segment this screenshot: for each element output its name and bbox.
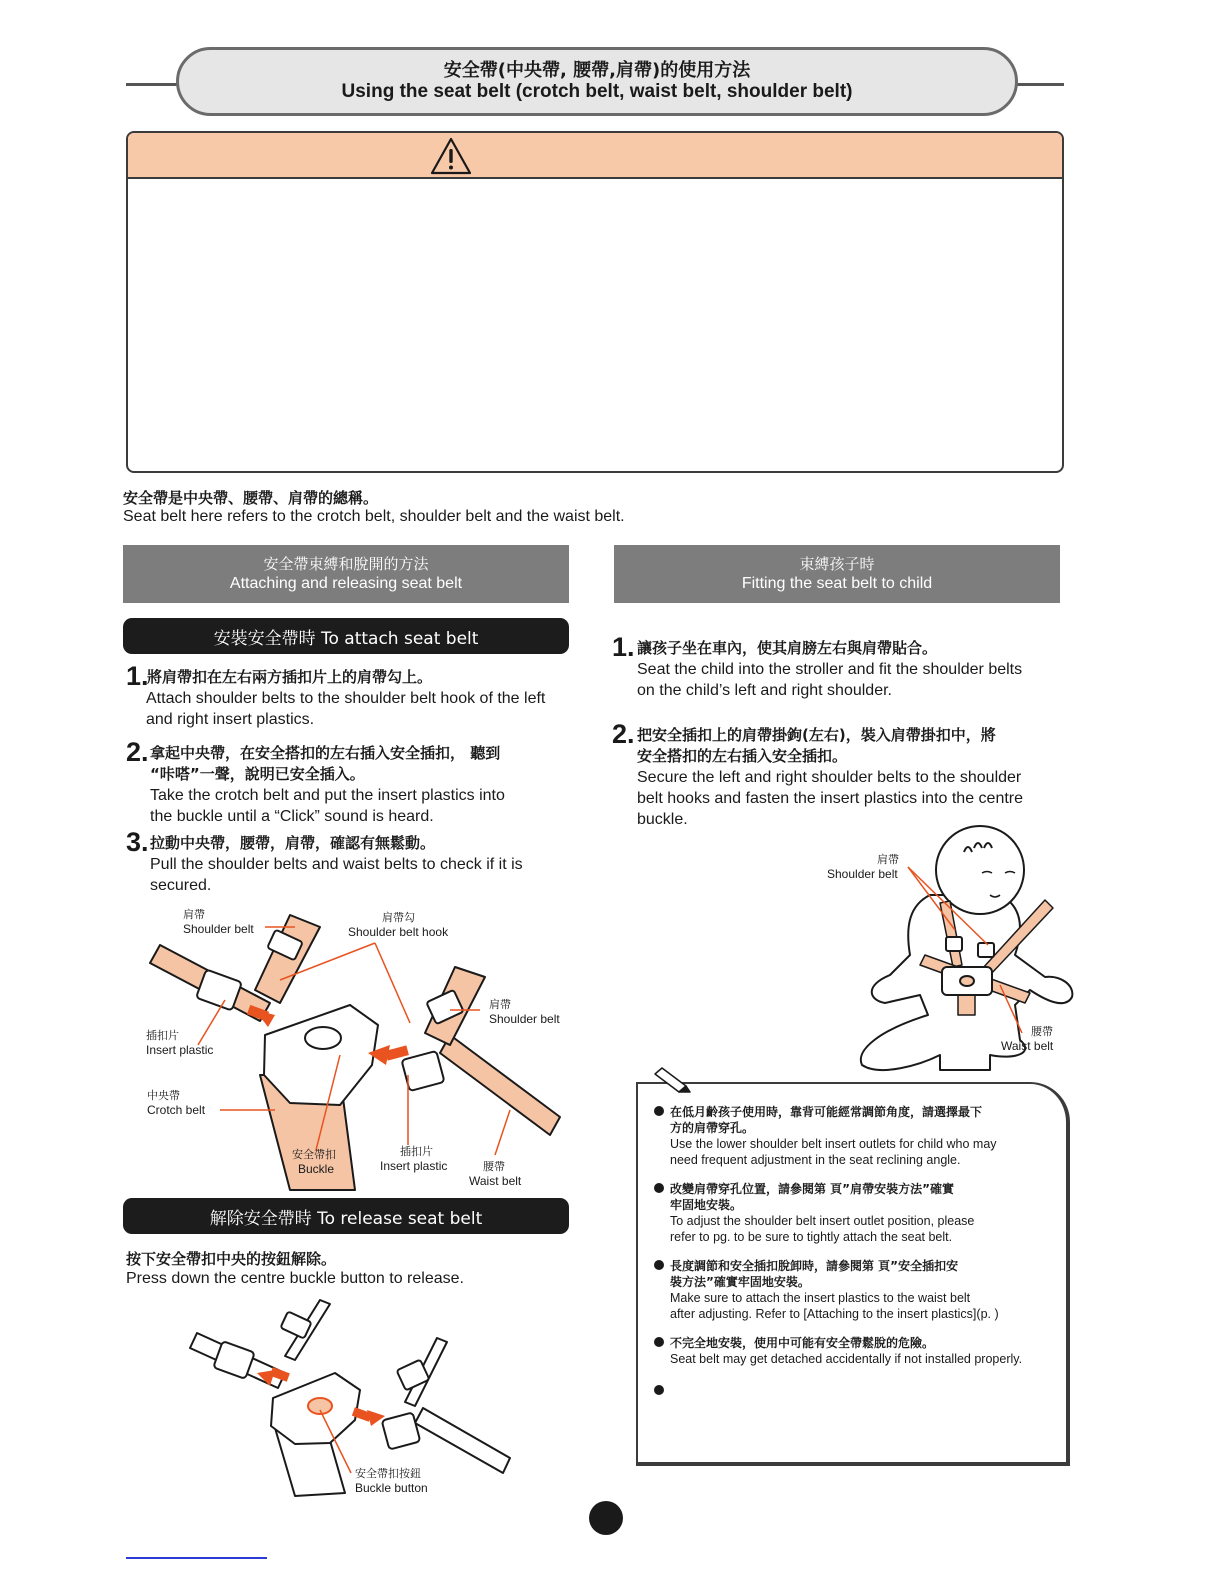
page-title-zh: 安全帶(中央帶, 腰帶,肩帶)的使用方法 bbox=[443, 60, 751, 81]
section-header-en: Attaching and releasing seat belt bbox=[229, 575, 463, 592]
footer-rule bbox=[126, 1557, 267, 1559]
pencil-icon bbox=[652, 1066, 692, 1094]
label-shoulder-belt-hook bbox=[348, 911, 448, 939]
label-zh: 插扣片 bbox=[400, 1145, 433, 1158]
step-text-en: on the child’s left and right shoulder. bbox=[637, 682, 892, 699]
attach-step-1 bbox=[126, 661, 586, 730]
label-en: Waist belt bbox=[469, 1174, 522, 1188]
section-header-en: Fitting the seat belt to child bbox=[741, 575, 933, 592]
fitting-step-1 bbox=[612, 632, 1072, 701]
label-zh: 中央帶 bbox=[147, 1089, 180, 1102]
note-text-en: need frequent adjustment in the seat reclining angle. bbox=[670, 1153, 961, 1167]
release-text-zh: 按下安全帶扣中央的按鈕解除。 bbox=[126, 1250, 337, 1268]
label-zh: 肩帶勾 bbox=[382, 911, 415, 924]
note-text-zh: 長度調節和安全插扣脫卸時，請參閱第 頁”安全插扣安 bbox=[670, 1259, 959, 1273]
step-number: 1. bbox=[612, 632, 635, 662]
note-text-en: Use the lower shoulder belt insert outlets for child who may bbox=[670, 1137, 997, 1151]
label-en: Waist belt bbox=[1001, 1039, 1054, 1053]
note-text-zh: 方的肩帶穿孔。 bbox=[670, 1121, 755, 1135]
step-text-en: and right insert plastics. bbox=[146, 711, 315, 728]
note-text-zh: 裝方法”確實牢固地安裝。 bbox=[670, 1275, 810, 1289]
label-en: Shoulder belt bbox=[183, 922, 254, 936]
step-number: 3. bbox=[126, 827, 149, 857]
attach-subheader: 安裝安全帶時 To attach seat belt bbox=[123, 618, 569, 654]
step-text-en: Pull the shoulder belts and waist belts to check if it is bbox=[150, 856, 523, 873]
step-text-en: belt hooks and fasten the insert plastics into the centre bbox=[637, 790, 1024, 807]
note-text-en: To adjust the shoulder belt insert outlet position, please bbox=[670, 1214, 975, 1228]
label-en: Crotch belt bbox=[147, 1103, 206, 1117]
warning-box bbox=[126, 131, 1064, 473]
attach-step-3 bbox=[126, 827, 586, 896]
step-text-en: Take the crotch belt and put the insert plastics into bbox=[150, 787, 505, 804]
title-rule-left bbox=[126, 83, 182, 86]
step-text-zh: 拿起中央帶，在安全搭扣的左右插入安全插扣， 聽到 bbox=[150, 744, 501, 762]
step-text-en: buckle. bbox=[637, 811, 688, 828]
section-header-fitting bbox=[614, 545, 1060, 603]
note-text-en: after adjusting. Refer to [Attaching to the insert plastics](p. ) bbox=[670, 1307, 999, 1321]
label-zh: 腰帶 bbox=[483, 1160, 505, 1173]
step-text-en: Attach shoulder belts to the shoulder belt hook of the left bbox=[146, 690, 546, 707]
step-text-zh: 將肩帶扣在左右兩方插扣片上的肩帶勾上。 bbox=[147, 668, 433, 686]
label-en: Insert plastic bbox=[146, 1043, 214, 1057]
intro-text-zh: 安全帶是中央帶、腰帶、肩帶的總稱。 bbox=[123, 489, 379, 507]
label-zh: 安全帶扣 bbox=[292, 1148, 336, 1161]
step-text-zh: “咔嗒”一聲，說明已安全插入。 bbox=[150, 765, 365, 783]
release-subheader: 解除安全帶時 To release seat belt bbox=[123, 1198, 569, 1234]
label-zh: 肩帶 bbox=[183, 908, 205, 921]
step-text-en: Secure the left and right shoulder belts to the shoulder bbox=[637, 769, 1022, 786]
note-text-zh: 不完全地安裝，使用中可能有安全帶鬆脫的危險。 bbox=[670, 1336, 935, 1350]
label-en: Shoulder belt bbox=[489, 1012, 560, 1026]
section-header-attach-release bbox=[123, 545, 569, 603]
note-text-zh: 牢固地安裝。 bbox=[670, 1198, 743, 1212]
label-en: Insert plastic bbox=[380, 1159, 448, 1173]
step-text-zh: 讓孩子坐在車內，使其肩膀左右與肩帶貼合。 bbox=[637, 639, 938, 657]
label-zh: 插扣片 bbox=[146, 1029, 179, 1042]
page-title bbox=[176, 47, 1018, 116]
bullet-icon bbox=[654, 1260, 664, 1270]
page-number-badge bbox=[589, 1501, 623, 1535]
label-zh: 肩帶 bbox=[877, 853, 899, 866]
note-text-zh: 改變肩帶穿孔位置，請參閱第 頁”肩帶安裝方法”確實 bbox=[670, 1182, 954, 1196]
warning-triangle-icon bbox=[429, 136, 473, 176]
intro-text-en: Seat belt here refers to the crotch belt, shoulder belt and the waist belt. bbox=[123, 508, 625, 525]
note-item-4 bbox=[654, 1335, 1064, 1367]
label-child-shoulder-belt bbox=[827, 853, 899, 881]
label-zh: 腰帶 bbox=[1031, 1025, 1053, 1038]
title-rule-right bbox=[1016, 83, 1064, 86]
label-en: Shoulder belt hook bbox=[348, 925, 449, 939]
label-zh: 肩帶 bbox=[489, 998, 511, 1011]
label-buckle bbox=[292, 1148, 336, 1176]
label-waist-belt bbox=[469, 1160, 521, 1188]
note-text-zh: 在低月齡孩子使用時，靠背可能經常調節角度，請選擇最下 bbox=[670, 1105, 983, 1119]
bullet-icon bbox=[654, 1385, 664, 1395]
step-text-zh: 安全搭扣的左右插入安全插扣。 bbox=[637, 747, 848, 765]
note-text-en: Seat belt may get detached accidentally if not installed properly. bbox=[670, 1352, 1023, 1366]
label-en: Buckle button bbox=[355, 1481, 428, 1495]
note-item-1 bbox=[654, 1104, 1064, 1168]
bullet-icon bbox=[654, 1183, 664, 1193]
label-buckle-button bbox=[355, 1467, 428, 1495]
note-text-en: refer to pg. to be sure to tightly attach the seat belt. bbox=[670, 1230, 953, 1244]
step-number: 1. bbox=[126, 661, 149, 691]
page-title-en: Using the seat belt (crotch belt, waist belt, shoulder belt) bbox=[341, 81, 853, 102]
label-insert-plastic bbox=[146, 1029, 213, 1057]
label-child-waist-belt bbox=[1001, 1025, 1053, 1053]
note-item-3 bbox=[654, 1258, 1064, 1322]
step-number: 2. bbox=[126, 737, 149, 767]
step-text-zh: 把安全插扣上的肩帶掛鉤(左右)，裝入肩帶掛扣中，將 bbox=[637, 726, 996, 744]
label-en: Shoulder belt bbox=[827, 867, 898, 881]
buckle-release-diagram bbox=[175, 1298, 520, 1498]
note-text-en: Make sure to attach the insert plastics to the waist belt bbox=[670, 1291, 971, 1305]
bullet-icon bbox=[654, 1106, 664, 1116]
note-item-2 bbox=[654, 1181, 1064, 1245]
step-text-en: the buckle until a “Click” sound is heard. bbox=[150, 808, 434, 825]
step-text-en: secured. bbox=[150, 877, 212, 894]
label-en: Buckle bbox=[298, 1162, 335, 1176]
step-text-zh: 拉動中央帶，腰帶，肩帶，確認有無鬆動。 bbox=[150, 834, 436, 852]
attach-step-2 bbox=[126, 737, 586, 827]
label-shoulder-belt bbox=[183, 908, 254, 936]
label-crotch-belt bbox=[147, 1089, 205, 1117]
label-zh: 安全帶扣按鈕 bbox=[355, 1467, 421, 1480]
step-number: 2. bbox=[612, 719, 635, 749]
bullet-icon bbox=[654, 1337, 664, 1347]
step-text-en: Seat the child into the stroller and fit the shoulder belts bbox=[637, 661, 1023, 678]
section-header-zh: 束縛孩子時 bbox=[799, 555, 875, 573]
section-header-zh: 安全帶束縛和脫開的方法 bbox=[263, 555, 429, 573]
release-text-en: Press down the centre buckle button to release. bbox=[126, 1270, 464, 1287]
label-insert-plastic-right bbox=[380, 1145, 447, 1173]
warning-header bbox=[128, 133, 1062, 179]
label-shoulder-belt-right bbox=[489, 998, 560, 1026]
